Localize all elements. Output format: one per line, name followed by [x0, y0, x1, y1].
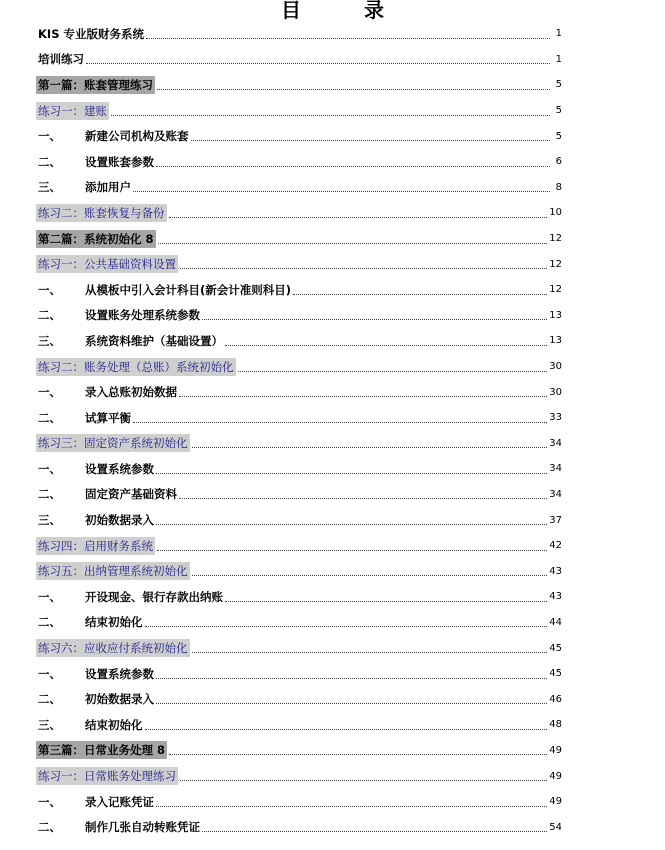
toc-page-number: 48	[549, 719, 562, 731]
toc-page-number: 49	[549, 744, 562, 756]
toc-leader-dots	[157, 549, 547, 551]
toc-entry-text: 第二篇：系统初始化 8	[38, 231, 154, 246]
toc-entry-number: 三、	[38, 513, 61, 528]
toc-entry-exercise[interactable]	[38, 635, 562, 661]
toc-entry-item[interactable]	[38, 686, 562, 712]
toc-leader-dots	[145, 728, 548, 730]
toc-entry-heading	[38, 741, 167, 759]
toc-entry-text: 设置账套参数	[85, 154, 154, 169]
toc-leader-dots	[180, 779, 547, 781]
toc-entry-heading	[38, 307, 200, 323]
toc-entry-heading	[38, 512, 154, 528]
toc-page-number: 34	[549, 488, 562, 500]
toc-entry-heading	[38, 358, 236, 376]
toc-entry-heading	[38, 204, 167, 222]
toc-leader-dots	[192, 574, 548, 576]
toc-page-number: 44	[549, 616, 562, 628]
toc-title: 目 录	[281, 0, 412, 22]
toc-page-number: 30	[549, 386, 562, 398]
toc-leader-dots	[225, 344, 547, 346]
toc-entry-item[interactable]	[38, 814, 562, 840]
toc-entry-number: 一、	[38, 666, 61, 681]
toc-entry-number: 二、	[38, 154, 61, 169]
toc-entry-heading	[38, 639, 190, 657]
toc-leader-dots	[180, 267, 547, 269]
toc-entry-text: 制作几张自动转账凭证	[85, 820, 200, 835]
toc-entry-heading	[38, 819, 200, 835]
toc-entry-number: 二、	[38, 692, 61, 707]
toc-entry-heading	[38, 384, 177, 400]
toc-entry-number: 二、	[38, 615, 61, 630]
toc-entry-text: 系统资料维护（基础设置）	[85, 333, 223, 348]
toc-page-number: 34	[549, 437, 562, 449]
toc-entry-text: 设置系统参数	[85, 666, 154, 681]
toc-entry-exercise[interactable]	[38, 354, 562, 380]
toc-entry-exercise[interactable]	[38, 533, 562, 559]
toc-entry-text: 录入记账凭证	[85, 794, 154, 809]
toc-entry-text: 练习二：账务处理（总账）系统初始化	[38, 359, 234, 374]
toc-leader-dots	[156, 702, 547, 704]
toc-leader-dots	[133, 421, 547, 423]
toc-entry-heading	[38, 333, 223, 349]
toc-page-number: 12	[549, 233, 562, 245]
toc-leader-dots	[169, 753, 547, 755]
toc-entry-item[interactable]	[38, 405, 562, 431]
toc-entry-heading	[38, 614, 143, 630]
toc-entry-text: 设置系统参数	[85, 461, 154, 476]
toc-entry-part[interactable]	[38, 226, 562, 252]
toc-entry-text: 练习二：账套恢复与备份	[38, 205, 165, 220]
toc-entry-number: 二、	[38, 820, 61, 835]
toc-entry-number: 一、	[38, 385, 61, 400]
toc-entry-heading	[38, 666, 154, 682]
toc-leader-dots	[86, 62, 550, 64]
toc-entry-item[interactable]	[38, 610, 562, 636]
toc-entry-text: 练习一：公共基础资料设置	[38, 257, 176, 272]
toc-leader-dots	[156, 165, 550, 167]
toc-entry-heading	[38, 717, 143, 733]
toc-page-number: 33	[549, 412, 562, 424]
toc-entry-number: 一、	[38, 794, 61, 809]
toc-entry-number: 一、	[38, 461, 61, 476]
toc-entry-text: 练习一：日常账务处理练习	[38, 769, 176, 784]
toc-entry-heading	[38, 230, 156, 248]
toc-page-number: 6	[555, 156, 562, 168]
toc-entry-heading	[38, 562, 190, 580]
toc-leader-dots	[202, 830, 547, 832]
toc-page-number: 13	[549, 309, 562, 321]
toc-entry-item[interactable]	[38, 661, 562, 687]
toc-entry-item[interactable]	[38, 379, 562, 405]
toc-page-number: 42	[549, 540, 562, 552]
toc-entry-item[interactable]	[38, 149, 562, 175]
toc-entry-heading	[38, 691, 154, 707]
toc-entry-text: 练习五：出纳管理系统初始化	[38, 564, 188, 579]
toc-page-number: 30	[549, 361, 562, 373]
toc-leader-dots	[192, 446, 548, 448]
toc-entry-text: 结束初始化	[85, 615, 143, 630]
toc-entry-heading	[38, 179, 131, 195]
toc-entry-text: 培训练习	[38, 52, 84, 67]
toc-leader-dots	[179, 395, 547, 397]
toc-leader-dots	[146, 37, 550, 39]
toc-entry-item[interactable]	[38, 123, 562, 149]
toc-leader-dots	[293, 293, 547, 295]
toc-entry-heading	[38, 102, 109, 120]
toc-entry-number: 一、	[38, 129, 61, 144]
toc-entry-heading	[38, 255, 178, 273]
toc-leader-dots	[145, 625, 548, 627]
toc-entry-text: 练习三：固定资产系统初始化	[38, 436, 188, 451]
toc-leader-dots	[157, 88, 550, 90]
toc-entry-plain[interactable]	[38, 21, 562, 47]
toc-entry-text: 第三篇：日常业务处理 8	[38, 743, 166, 758]
toc-page-number: 12	[549, 284, 562, 296]
toc-entry-heading	[38, 794, 154, 810]
toc-entry-heading	[38, 76, 155, 94]
toc-entry-part[interactable]	[38, 738, 562, 764]
toc-entry-number: 一、	[38, 589, 61, 604]
toc-entry-exercise[interactable]	[38, 763, 562, 789]
toc-entry-text: 练习六：应收应付系统初始化	[38, 641, 188, 656]
toc-entry-number: 二、	[38, 410, 61, 425]
toc-leader-dots	[156, 523, 547, 525]
toc-page-number: 1	[555, 53, 562, 65]
toc-entry-text: 开设现金、银行存款出纳账	[85, 589, 223, 604]
toc-entry-text: 初始数据录入	[85, 513, 154, 528]
toc-entry-text: 设置账务处理系统参数	[85, 308, 200, 323]
toc-entry-exercise[interactable]	[38, 98, 562, 124]
toc-leader-dots	[225, 600, 547, 602]
toc-entry-text: 新建公司机构及账套	[85, 129, 189, 144]
toc-entry-heading	[38, 461, 154, 477]
toc-entry-item[interactable]	[38, 328, 562, 354]
table-of-contents	[38, 21, 562, 840]
toc-page-number: 49	[549, 796, 562, 808]
toc-entry-number: 三、	[38, 333, 61, 348]
toc-page-number: 1	[555, 28, 562, 40]
toc-page-number: 5	[555, 79, 562, 91]
toc-entry-number: 二、	[38, 487, 61, 502]
toc-entry-heading	[38, 26, 144, 42]
toc-entry-text: 练习一：建账	[38, 103, 107, 118]
toc-entry-heading	[38, 154, 154, 170]
toc-entry-heading	[38, 767, 178, 785]
toc-entry-exercise[interactable]	[38, 431, 562, 457]
toc-page-number: 45	[549, 668, 562, 680]
toc-entry-item[interactable]	[38, 277, 562, 303]
toc-page-number: 54	[549, 821, 562, 833]
toc-page-number: 43	[549, 591, 562, 603]
toc-entry-heading	[38, 410, 131, 426]
toc-entry-item[interactable]	[38, 175, 562, 201]
toc-leader-dots	[156, 677, 547, 679]
toc-leader-dots	[179, 497, 547, 499]
toc-leader-dots	[191, 139, 551, 141]
toc-entry-item[interactable]	[38, 456, 562, 482]
toc-page-number: 37	[549, 514, 562, 526]
toc-entry-number: 三、	[38, 180, 61, 195]
toc-entry-text: 练习四：启用财务系统	[38, 538, 153, 553]
toc-leader-dots	[169, 216, 548, 218]
toc-entry-item[interactable]	[38, 584, 562, 610]
toc-leader-dots	[158, 242, 548, 244]
toc-page-number: 49	[549, 770, 562, 782]
toc-entry-number: 二、	[38, 308, 61, 323]
toc-leader-dots	[202, 318, 547, 320]
toc-leader-dots	[238, 370, 548, 372]
toc-leader-dots	[156, 805, 547, 807]
toc-entry-heading	[38, 486, 177, 502]
toc-entry-item[interactable]	[38, 303, 562, 329]
toc-page-number: 43	[549, 565, 562, 577]
toc-entry-text: 从模板中引入会计科目(新会计准则科目)	[85, 282, 292, 297]
toc-entry-heading	[38, 589, 223, 605]
toc-page-number: 5	[555, 105, 562, 117]
toc-entry-exercise[interactable]	[38, 251, 562, 277]
toc-entry-heading	[38, 128, 189, 144]
toc-entry-text: 固定资产基础资料	[85, 487, 177, 502]
toc-leader-dots	[111, 114, 550, 116]
toc-entry-text: 第一篇：账套管理练习	[38, 77, 153, 92]
toc-page-number: 45	[549, 642, 562, 654]
toc-page-number: 5	[555, 130, 562, 142]
toc-entry-heading	[38, 51, 84, 67]
toc-entry-text: 录入总账初始数据	[85, 385, 177, 400]
toc-entry-item[interactable]	[38, 482, 562, 508]
toc-page-number: 8	[555, 181, 562, 193]
toc-entry-text: 结束初始化	[85, 717, 143, 732]
toc-entry-text: 试算平衡	[85, 410, 131, 425]
toc-entry-text: 添加用户	[85, 180, 131, 195]
toc-entry-exercise[interactable]	[38, 558, 562, 584]
toc-entry-heading	[38, 537, 155, 555]
toc-entry-text: KIS 专业版财务系统	[38, 26, 144, 41]
toc-page-number: 10	[549, 207, 562, 219]
toc-entry-number: 三、	[38, 717, 61, 732]
toc-entry-exercise[interactable]	[38, 200, 562, 226]
toc-page-number: 13	[549, 335, 562, 347]
toc-page-number: 46	[549, 693, 562, 705]
toc-entry-item[interactable]	[38, 507, 562, 533]
toc-entry-part[interactable]	[38, 72, 562, 98]
toc-leader-dots	[156, 472, 547, 474]
toc-entry-text: 初始数据录入	[85, 692, 154, 707]
toc-page-number: 34	[549, 463, 562, 475]
toc-entry-plain[interactable]	[38, 47, 562, 73]
toc-page-number: 12	[549, 258, 562, 270]
toc-entry-item[interactable]	[38, 789, 562, 815]
toc-entry-heading	[38, 434, 190, 452]
toc-entry-number: 一、	[38, 282, 61, 297]
toc-leader-dots	[192, 651, 548, 653]
toc-entry-item[interactable]	[38, 712, 562, 738]
toc-leader-dots	[133, 190, 550, 192]
toc-entry-heading	[38, 282, 291, 298]
